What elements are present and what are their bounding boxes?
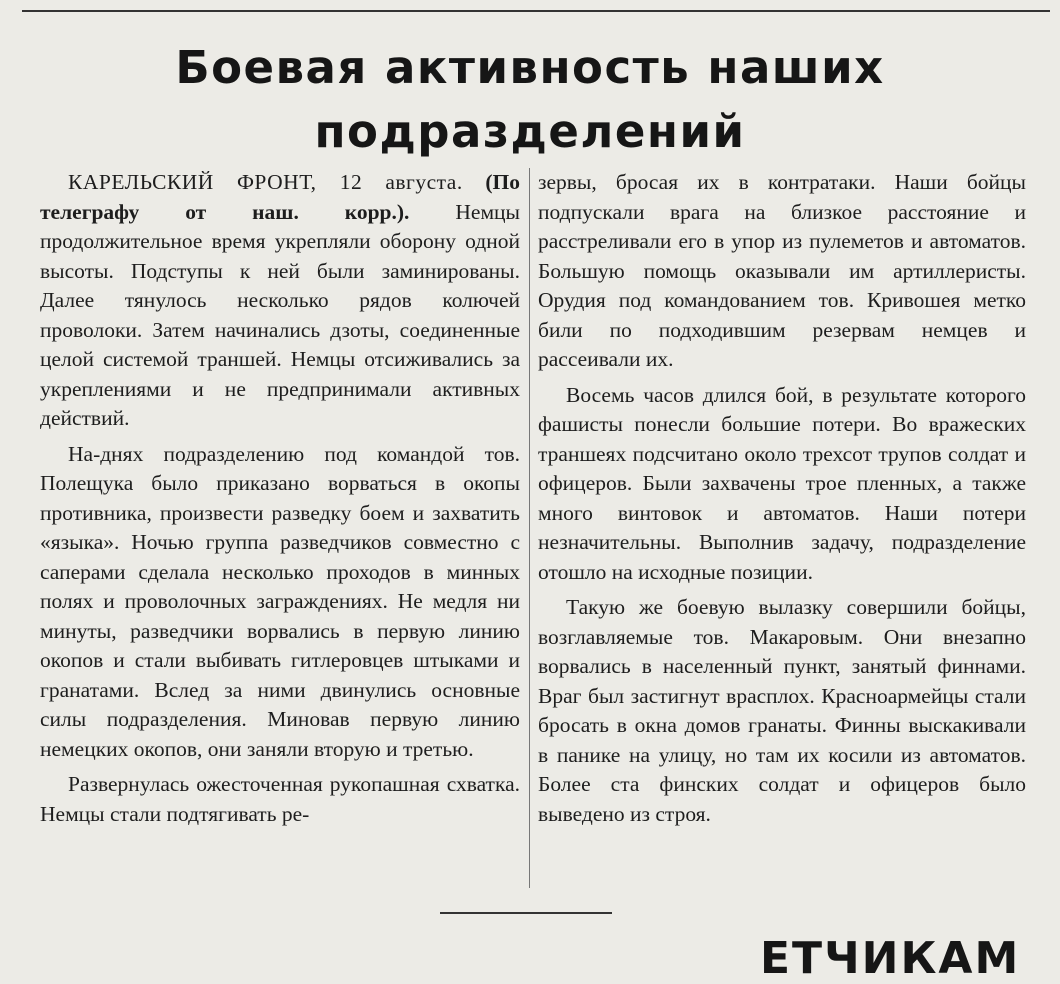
bottom-rule	[440, 912, 612, 914]
dateline: КАРЕЛЬСКИЙ ФРОНТ, 12 августа.	[68, 170, 463, 194]
source-credit: (По телеграфу от наш. корр.).	[40, 170, 520, 224]
next-article-heading-fragment: ЕТЧИКАМ	[760, 933, 1021, 984]
paragraph-2: На-днях подразделению под командой тов. Полещука было приказано ворваться в окопы противника, произвести разведку боем и захватить «языка». Ночью группа разведчиков совместно с саперами сделала несколько проходов в минных полях и проволочных заграждениях. Не медля ни минуты, разведчики ворвались в первую линию окопов и стали выбивать гитлеровцев штыками и гранатами. Вслед за ними двинулись основные силы подразделения. Миновав первую линию немецких окопов, они заняли вторую и третью.	[40, 441, 520, 761]
headline-line-1: Боевая активность наших	[175, 41, 885, 94]
paragraph-4: Восемь часов длился бой, в результате которого фашисты понесли большие потери. Во вражеских траншеях подсчитано около трехсот трупов солдат и офицеров. Были захвачены трое пленных, а также много винтовок и автоматов. Наши потери незначительны. Выполнив задачу, подразделение отошло на исходные позиции.	[538, 382, 1026, 584]
paragraph-3-continued: зервы, бросая их в контратаки. Наши бойцы подпускали врага на близкое расстояние и расстреливали его в упор из пулеметов и автоматов. Большую помощь оказывали им артиллеристы. Орудия под командованием тов. Кривошея метко били по подходившим резервам немцев и рассеивали их.	[538, 170, 1026, 371]
article-column-left	[40, 168, 520, 835]
article-headline	[0, 36, 1060, 164]
headline-line-2: подразделений	[314, 105, 746, 158]
paragraph-1	[40, 168, 520, 434]
column-divider	[529, 168, 530, 888]
top-rule	[22, 10, 1050, 12]
article-column-right	[538, 168, 1026, 835]
paragraph-5: Такую же боевую вылазку совершили бойцы, возглавляемые тов. Макаровым. Они внезапно ворвались в населенный пункт, занятый финнами. Враг был застигнут врасплох. Красноармейцы стали бросать в окна домов гранаты. Финны выскакивали в панике на улицу, но там их косили из автоматов. Более ста финских солдат и офицеров было выведено из строя.	[538, 595, 1026, 826]
paragraph-1-text: Немцы продолжительное время укрепляли оборону одной высоты. Подступы к ней были заминированы. Далее тянулось несколько рядов колючей проволоки. Затем начинались дзоты, соединенные целой системой траншей. Немцы отсиживались за укреплениями и не предпринимали активных действий.	[40, 199, 521, 430]
paragraph-3-start: Развернулась ожесточенная рукопашная схватка. Немцы стали подтягивать ре-	[40, 772, 520, 826]
